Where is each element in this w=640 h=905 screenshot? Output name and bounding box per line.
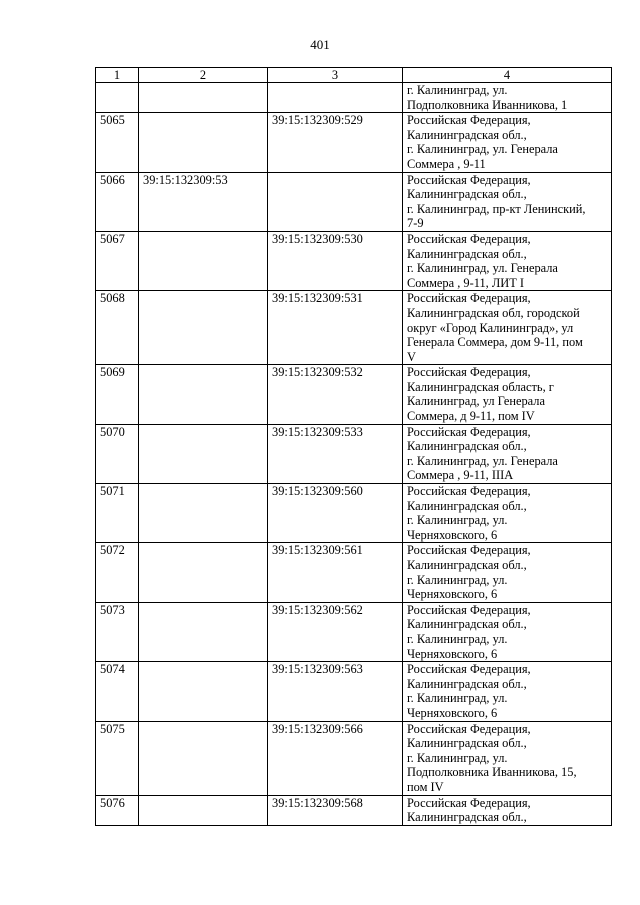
cadastral-number-cell [139, 291, 268, 365]
address-line: Российская Федерация, [407, 543, 531, 558]
cadastral-number-cell: 39:15:132309:568 [268, 795, 403, 825]
address-line: V [407, 349, 416, 364]
address-line: г. Калининград, ул. [407, 750, 508, 765]
address-cell [403, 424, 612, 483]
address-line: Соммера , 9-11, ЛИТ I [407, 275, 524, 290]
address-line: г. Калининград, ул. Генерала [407, 142, 558, 157]
address-line: пом IV [407, 779, 444, 794]
address-line: Соммера, д 9-11, пом IV [407, 409, 535, 424]
table-row [96, 291, 612, 365]
address-line: Калининградская обл., [407, 187, 527, 202]
header-col-1: 1 [96, 68, 139, 83]
address-line: Российская Федерация, [407, 291, 531, 306]
address-line: Генерала Соммера, дом 9-11, пом [407, 335, 583, 350]
table-row [96, 602, 612, 661]
address-line: Российская Федерация, [407, 424, 531, 439]
row-number-cell [96, 83, 139, 113]
address-line: г. Калининград, ул. [407, 83, 508, 97]
address-line: Калининградская обл., [407, 676, 527, 691]
address-line: Черняховского, 6 [407, 705, 498, 720]
address-line: Калининградская обл., [407, 439, 527, 454]
row-number-cell: 5071 [96, 484, 139, 543]
table-row [96, 365, 612, 424]
address-cell [403, 795, 612, 825]
table-row [96, 172, 612, 231]
address-line: г. Калининград, ул. Генерала [407, 261, 558, 276]
address-cell [403, 365, 612, 424]
table-row [96, 113, 612, 172]
cadastral-number-cell [139, 602, 268, 661]
row-number-cell: 5072 [96, 543, 139, 602]
address-line: 7-9 [407, 216, 424, 231]
address-line: Соммера , 9-11 [407, 156, 486, 171]
address-line: г. Калининград, ул. [407, 631, 508, 646]
address-line: г. Калининград, пр-кт Ленинский, [407, 201, 586, 216]
cadastral-number-cell [139, 543, 268, 602]
row-number-cell: 5076 [96, 795, 139, 825]
cadastral-number-cell: 39:15:132309:562 [268, 602, 403, 661]
table-row [96, 662, 612, 721]
table-row [96, 795, 612, 825]
cadastral-number-cell [139, 424, 268, 483]
table-row [96, 83, 612, 113]
address-cell [403, 113, 612, 172]
table-row [96, 721, 612, 795]
address-cell [403, 662, 612, 721]
address-line: Калининградская обл., [407, 498, 527, 513]
address-line: Калининградская обл., [407, 617, 527, 632]
cadastral-number-cell: 39:15:132309:563 [268, 662, 403, 721]
cadastral-number-cell: 39:15:132309:560 [268, 484, 403, 543]
address-cell [403, 721, 612, 795]
address-line: Калининградская обл., [407, 810, 527, 825]
cadastral-number-cell: 39:15:132309:566 [268, 721, 403, 795]
cadastral-number-cell: 39:15:132309:530 [268, 231, 403, 290]
table-row [96, 231, 612, 290]
address-line: Российская Федерация, [407, 721, 531, 736]
table-row [96, 484, 612, 543]
address-line: Черняховского, 6 [407, 527, 498, 542]
address-line: Калининградская обл, городской [407, 305, 580, 320]
address-line: округ «Город Калининград», ул [407, 320, 574, 335]
header-col-4: 4 [403, 68, 612, 83]
address-cell [403, 543, 612, 602]
address-line: г. Калининград, ул. [407, 572, 508, 587]
cadastral-number-cell [268, 172, 403, 231]
address-line: Подполковника Иванникова, 15, [407, 765, 577, 780]
cadastral-number-cell [268, 83, 403, 113]
row-number-cell: 5075 [96, 721, 139, 795]
address-cell [403, 83, 612, 113]
address-line: Калининградская обл., [407, 558, 527, 572]
address-line: г. Калининград, ул. [407, 513, 508, 528]
row-number-cell: 5068 [96, 291, 139, 365]
address-line: Калининград, ул Генерала [407, 394, 545, 409]
address-line: Черняховского, 6 [407, 646, 498, 661]
cadastral-number-cell: 39:15:132309:531 [268, 291, 403, 365]
cadastral-number-cell: 39:15:132309:533 [268, 424, 403, 483]
address-cell [403, 172, 612, 231]
address-line: Российская Федерация, [407, 365, 531, 380]
registry-table [95, 67, 612, 826]
address-line: Черняховского, 6 [407, 587, 498, 602]
address-line: Российская Федерация, [407, 172, 531, 187]
address-line: Российская Федерация, [407, 795, 531, 810]
cadastral-number-cell: 39:15:132309:561 [268, 543, 403, 602]
cadastral-number-cell [139, 83, 268, 113]
address-line: г. Калининград, ул. [407, 691, 508, 706]
cadastral-number-cell [139, 365, 268, 424]
page-number: 401 [310, 37, 330, 52]
address-line: Российская Федерация, [407, 231, 531, 246]
address-line: Калининградская обл., [407, 736, 527, 751]
address-line: Российская Федерация, [407, 602, 531, 617]
table-row [96, 424, 612, 483]
cadastral-number-cell: 39:15:132309:532 [268, 365, 403, 424]
row-number-cell: 5070 [96, 424, 139, 483]
address-line: Калининградская обл., [407, 127, 527, 142]
address-cell [403, 291, 612, 365]
address-line: Калининградская обл., [407, 246, 527, 261]
cadastral-number-cell [139, 113, 268, 172]
header-row [96, 68, 612, 83]
cadastral-number-cell: 39:15:132309:529 [268, 113, 403, 172]
table-row [96, 543, 612, 602]
address-cell [403, 484, 612, 543]
address-line: Соммера , 9-11, IIIA [407, 468, 514, 483]
cadastral-number-cell [139, 721, 268, 795]
row-number-cell: 5065 [96, 113, 139, 172]
cadastral-number-cell [139, 795, 268, 825]
row-number-cell: 5069 [96, 365, 139, 424]
cadastral-number-cell: 39:15:132309:53 [139, 172, 268, 231]
cadastral-number-cell [139, 231, 268, 290]
row-number-cell: 5074 [96, 662, 139, 721]
address-line: Подполковника Иванникова, 1 [407, 97, 568, 112]
address-line: Калининградская область, г [407, 379, 554, 394]
address-cell [403, 231, 612, 290]
table-body [96, 83, 612, 826]
address-line: Российская Федерация, [407, 484, 531, 499]
row-number-cell: 5073 [96, 602, 139, 661]
header-col-3: 3 [268, 68, 403, 83]
cadastral-number-cell [139, 484, 268, 543]
cadastral-number-cell [139, 662, 268, 721]
header-col-2: 2 [139, 68, 268, 83]
row-number-cell: 5066 [96, 172, 139, 231]
address-cell [403, 602, 612, 661]
table-header [96, 68, 612, 83]
address-line: Российская Федерация, [407, 662, 531, 677]
address-line: Российская Федерация, [407, 113, 531, 128]
row-number-cell: 5067 [96, 231, 139, 290]
address-line: г. Калининград, ул. Генерала [407, 453, 558, 468]
